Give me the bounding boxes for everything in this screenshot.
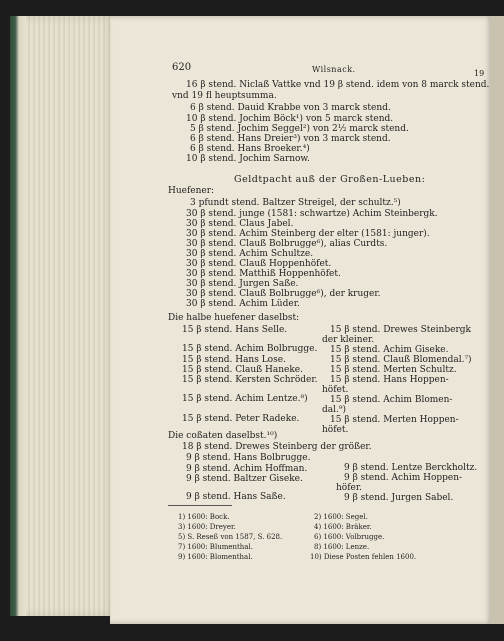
text-line: 15 β stend. Drewes Steinbergk bbox=[330, 325, 471, 335]
text-line: 30 β stend. Matthiß Hoppenhöfet. bbox=[186, 269, 341, 279]
text-line: 15 β stend. Achim Bolbrugge. bbox=[182, 344, 318, 354]
text-line: 10 β stend. Jochim Sarnow. bbox=[186, 154, 310, 164]
text-line: 15 β stend. Hans Selle. bbox=[182, 325, 288, 335]
corner-mark: 19 bbox=[474, 69, 485, 78]
text-line: 9 β stend. Achim Hoffman. bbox=[186, 464, 308, 474]
text-line: 15 β stend. Merten Schultz. bbox=[330, 365, 457, 375]
text-line: 18 β stend. Drewes Steinberg der größer. bbox=[182, 442, 372, 452]
text-line: 15 β stend. Merten Hoppen- bbox=[330, 415, 459, 425]
text-line: 6 β stend. Hans Broeker.⁴) bbox=[190, 144, 310, 154]
text-line: höfet. bbox=[322, 385, 349, 395]
text-line: 30 β stend. Clauß Bolbrugge⁶), der kruger. bbox=[186, 289, 381, 299]
text-line: 9 β stend. Baltzer Giseke. bbox=[186, 474, 303, 484]
text-line: 15 β stend. Peter Radeke. bbox=[182, 414, 300, 424]
text-line: höfer. bbox=[336, 483, 363, 493]
running-title: Wilsnack. bbox=[312, 65, 356, 74]
text-line: vnd 19 fl heuptsumma. bbox=[172, 91, 277, 101]
footnote: 2) 1600: Segel. bbox=[314, 513, 368, 521]
footnote: 3) 1600: Dreyer. bbox=[178, 523, 236, 531]
text-line: 15 β stend. Clauß Blomendal.⁷) bbox=[330, 355, 472, 365]
text-line: 3 pfundt stend. Baltzer Streigel, der schultz.⁵) bbox=[190, 198, 401, 208]
text-line: der kleiner. bbox=[322, 335, 375, 345]
footnote: 5) S. Reseß von 1587, S. 628. bbox=[178, 533, 283, 541]
text-line: 15 β stend. Kersten Schröder. bbox=[182, 375, 318, 385]
footnote: 8) 1600: Lenze. bbox=[314, 543, 370, 551]
text-line: 9 β stend. Achim Hoppen- bbox=[344, 473, 463, 483]
text-line: 6 β stend. Dauid Krabbe von 3 marck stend. bbox=[190, 103, 391, 113]
text-line: 5 β stend. Jochim Seggel²) von 2½ marck stend. bbox=[190, 124, 409, 134]
footnote-rule bbox=[168, 505, 232, 506]
text-line: 15 β stend. Hans Lose. bbox=[182, 355, 286, 365]
footnote: 10) Diese Posten fehlen 1600. bbox=[310, 553, 417, 561]
next-page-edge bbox=[490, 16, 504, 624]
subheading: Die coßaten daselbst.¹⁰) bbox=[168, 431, 278, 441]
text-line: 30 β stend. Achim Schultze. bbox=[186, 249, 314, 259]
text-line: 15 β stend. Achim Blomen- bbox=[330, 395, 453, 405]
text-line: 9 β stend. Jurgen Sabel. bbox=[344, 493, 454, 503]
text-line: 6 β stend. Hans Dreier³) von 3 marck stend. bbox=[190, 134, 391, 144]
subheading: Die halbe huefener daselbst: bbox=[168, 313, 300, 323]
text-line: 9 β stend. Hans Bolbrugge. bbox=[186, 453, 311, 463]
text-line: 30 β stend. Achim Lüder. bbox=[186, 299, 300, 309]
text-line: höfet. bbox=[322, 425, 349, 435]
footnote: 1) 1600: Bock. bbox=[178, 513, 230, 521]
footnote: 4) 1600: Bräker. bbox=[314, 523, 372, 531]
page-number: 620 bbox=[172, 62, 192, 73]
text-line: 30 β stend. junge (1581: schwartze) Achim Steinbergk. bbox=[186, 209, 438, 219]
text-line: 10 β stend. Jochim Böck¹) von 5 marck stend. bbox=[186, 114, 394, 124]
text-line: 30 β stend. Achim Steinberg der elter (1581: junger). bbox=[186, 229, 430, 239]
text-line: 30 β stend. Jurgen Saße. bbox=[186, 279, 299, 289]
text-line: 16 β stend. Niclaß Vattke vnd 19 β stend. idem von 8 marck stend. bbox=[186, 80, 490, 90]
footnote: 6) 1600: Volbrugge. bbox=[314, 533, 385, 541]
text-line: 15 β stend. Hans Hoppen- bbox=[330, 375, 449, 385]
text-line: 9 β stend. Hans Saße. bbox=[186, 492, 286, 502]
text-line: 9 β stend. Lentze Berckholtz. bbox=[344, 463, 478, 473]
text-line: 15 β stend. Achim Giseke. bbox=[330, 345, 449, 355]
text-line: 30 β stend. Claus Jabel. bbox=[186, 219, 294, 229]
footnote: 9) 1600: Blomenthal. bbox=[178, 553, 253, 561]
text-line: 15 β stend. Achim Lentze.⁸) bbox=[182, 394, 308, 404]
text-line: 30 β stend. Clauß Bolbrugge⁶), alias Curdts. bbox=[186, 239, 388, 249]
subheading: Huefener: bbox=[168, 186, 215, 196]
page-edges bbox=[26, 16, 116, 616]
text-line: 15 β stend. Clauß Haneke. bbox=[182, 365, 303, 375]
text-line: dal.⁹) bbox=[322, 405, 346, 415]
footnote: 7) 1600: Blumenthal. bbox=[178, 543, 253, 551]
text-line: 30 β stend. Clauß Hoppenhöfet. bbox=[186, 259, 332, 269]
section-heading: Geldtpacht auß der Großen-Lueben: bbox=[234, 174, 426, 185]
